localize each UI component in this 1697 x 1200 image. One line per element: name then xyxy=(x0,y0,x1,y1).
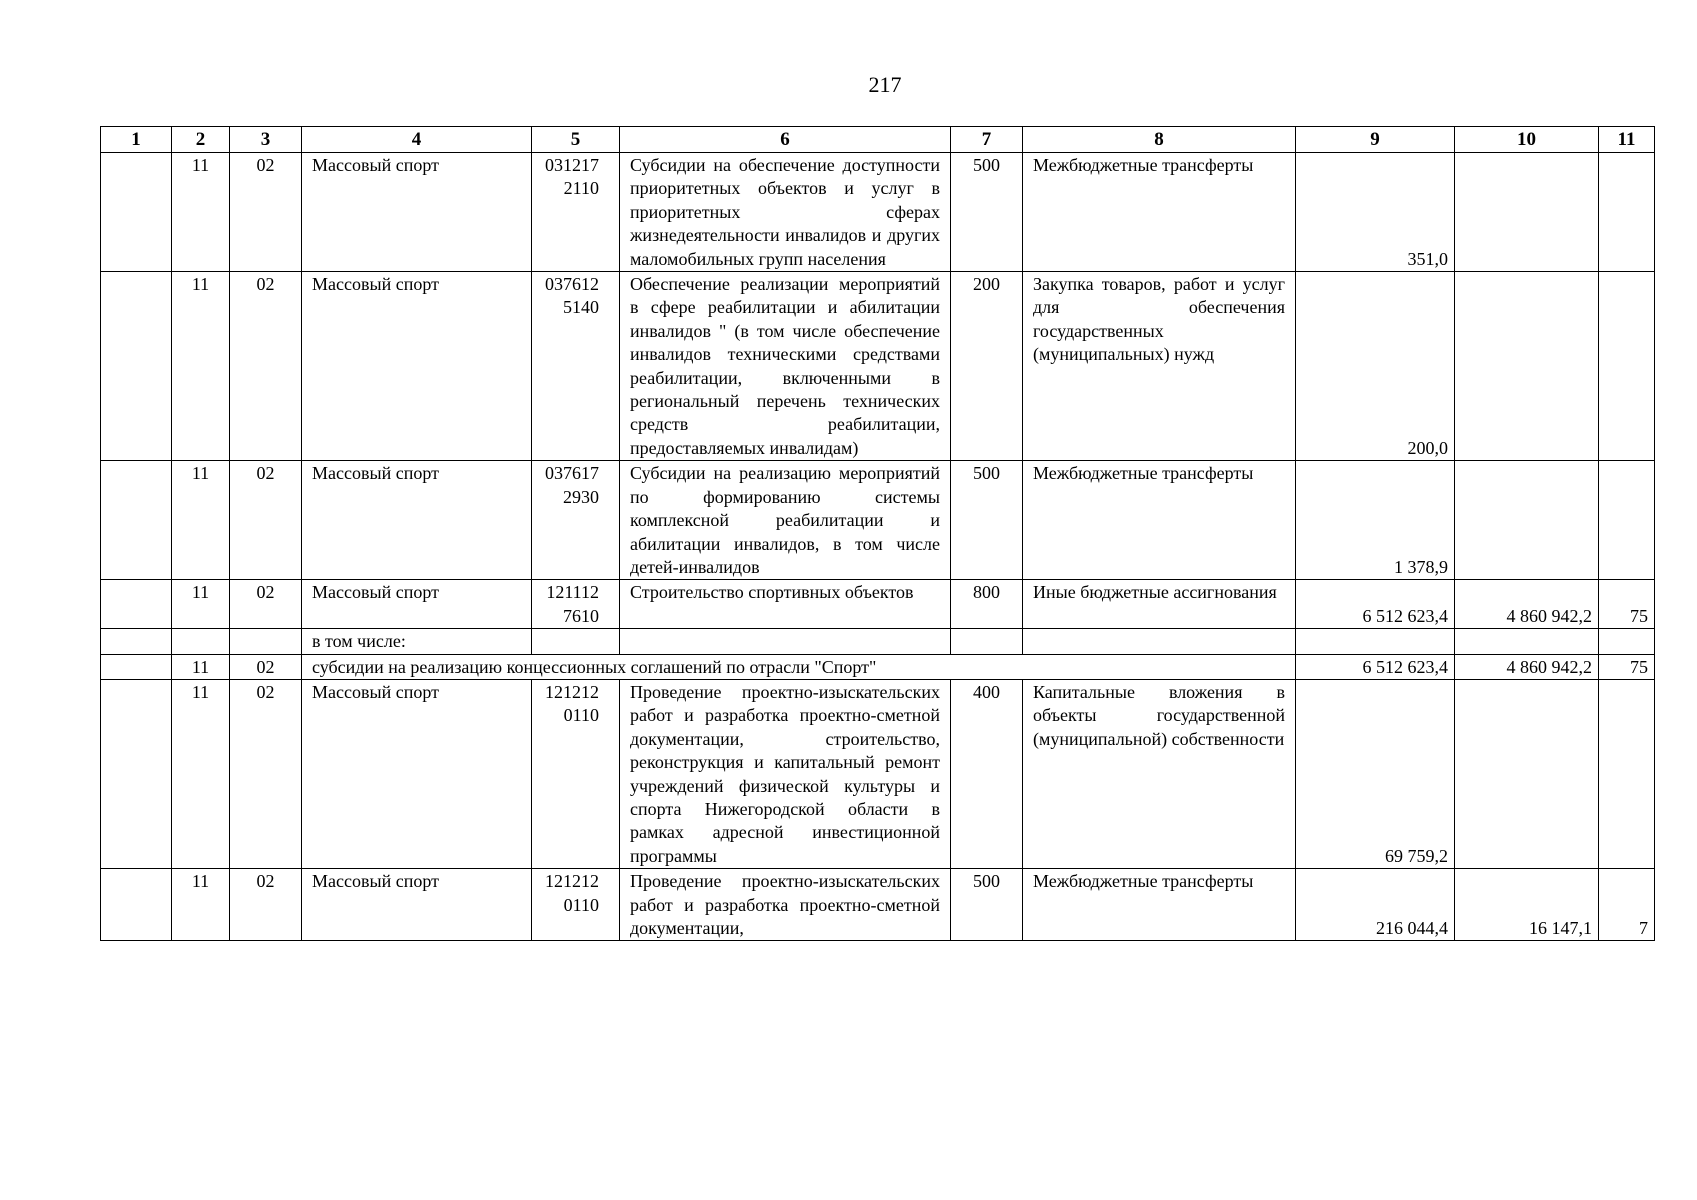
target-code-part-2: 0110 xyxy=(563,894,599,915)
cell-expense-name: Капитальные вложения в объекты государственной (муниципальной) собственности xyxy=(1023,679,1296,868)
target-code-part-2: 2930 xyxy=(563,486,599,507)
header-col-3: 3 xyxy=(230,127,302,153)
target-code-part-2: 7610 xyxy=(563,605,599,626)
cell-target-code xyxy=(532,153,620,272)
cell-amount-actual: 4 860 942,2 xyxy=(1455,654,1599,679)
target-code-part-2: 0110 xyxy=(563,705,599,726)
cell-col-1 xyxy=(101,153,172,272)
cell-section: 11 xyxy=(172,272,230,461)
cell-amount-plan: 1 378,9 xyxy=(1296,461,1455,580)
cell-percent: 7 xyxy=(1599,869,1655,941)
cell-section: 11 xyxy=(172,461,230,580)
cell-amount-plan: 6 512 623,4 xyxy=(1296,654,1455,679)
target-code-part-1: 121212 xyxy=(545,871,599,892)
cell-amount-actual: 4 860 942,2 xyxy=(1455,580,1599,629)
cell-col-1 xyxy=(101,580,172,629)
cell-percent: 75 xyxy=(1599,580,1655,629)
cell-name: Массовый спорт xyxy=(302,153,532,272)
cell-amount-plan: 6 512 623,4 xyxy=(1296,580,1455,629)
cell-expense-type: 200 xyxy=(951,272,1023,461)
header-col-1: 1 xyxy=(101,127,172,153)
budget-table xyxy=(100,126,1655,941)
cell-empty xyxy=(172,629,230,654)
cell-percent xyxy=(1599,461,1655,580)
cell-empty xyxy=(1023,629,1296,654)
page-number: 217 xyxy=(868,72,902,97)
header-row xyxy=(101,127,1655,153)
cell-name: Массовый спорт xyxy=(302,580,532,629)
cell-section: 11 xyxy=(172,679,230,868)
cell-expense-name: Закупка товаров, работ и услуг для обеспечения государственных (муниципальных) нужд xyxy=(1023,272,1296,461)
header-col-11: 11 xyxy=(1599,127,1655,153)
cell-amount-plan: 216 044,4 xyxy=(1296,869,1455,941)
target-code-part-1: 121212 xyxy=(545,681,599,702)
cell-target-code xyxy=(532,679,620,868)
cell-empty xyxy=(101,654,172,679)
cell-expense-type: 800 xyxy=(951,580,1023,629)
cell-description: Субсидии на реализацию мероприятий по формированию системы комплексной реабилитации и абилитации инвалидов, в том числе детей-инвалидов xyxy=(620,461,951,580)
cell-section: 11 xyxy=(172,654,230,679)
cell-subsection: 02 xyxy=(230,580,302,629)
cell-section: 11 xyxy=(172,153,230,272)
including-row xyxy=(101,629,1655,654)
cell-empty xyxy=(230,629,302,654)
header-col-8: 8 xyxy=(1023,127,1296,153)
target-code-part-1: 031217 xyxy=(545,155,599,175)
cell-col-1 xyxy=(101,869,172,941)
cell-expense-name: Межбюджетные трансферты xyxy=(1023,461,1296,580)
cell-empty xyxy=(1599,629,1655,654)
cell-description: Субсидии на обеспечение доступности приоритетных объектов и услуг в приоритетных сферах жизнедеятельности инвалидов и других маломобильных групп населения xyxy=(620,153,951,272)
table-row xyxy=(101,461,1655,580)
table-row xyxy=(101,272,1655,461)
cell-amount-plan: 69 759,2 xyxy=(1296,679,1455,868)
subsidy-row xyxy=(101,654,1655,679)
cell-description: Строительство спортивных объектов xyxy=(620,580,951,629)
cell-empty xyxy=(1296,629,1455,654)
subsidy-label: субсидии на реализацию концессионных соглашений по отрасли "Спорт" xyxy=(302,654,1296,679)
including-label: в том числе: xyxy=(302,629,532,654)
cell-amount-actual xyxy=(1455,272,1599,461)
table-row xyxy=(101,869,1655,941)
header-col-10: 10 xyxy=(1455,127,1599,153)
cell-expense-name: Межбюджетные трансферты xyxy=(1023,869,1296,941)
cell-expense-type: 500 xyxy=(951,461,1023,580)
header-col-2: 2 xyxy=(172,127,230,153)
cell-amount-actual xyxy=(1455,679,1599,868)
header-col-9: 9 xyxy=(1296,127,1455,153)
table-row xyxy=(101,679,1655,868)
cell-name: Массовый спорт xyxy=(302,869,532,941)
cell-col-1 xyxy=(101,679,172,868)
cell-expense-type: 500 xyxy=(951,869,1023,941)
header-col-6: 6 xyxy=(620,127,951,153)
cell-empty xyxy=(1455,629,1599,654)
cell-percent xyxy=(1599,679,1655,868)
table-row xyxy=(101,580,1655,629)
header-col-4: 4 xyxy=(302,127,532,153)
cell-empty xyxy=(532,629,620,654)
target-code-part-1: 121112 xyxy=(546,582,599,603)
cell-empty xyxy=(101,629,172,654)
cell-amount-plan: 351,0 xyxy=(1296,153,1455,272)
cell-percent xyxy=(1599,153,1655,272)
cell-section: 11 xyxy=(172,580,230,629)
cell-col-1 xyxy=(101,461,172,580)
cell-expense-name: Межбюджетные трансферты xyxy=(1023,153,1296,272)
cell-col-1 xyxy=(101,272,172,461)
cell-section: 11 xyxy=(172,869,230,941)
cell-amount-actual: 16 147,1 xyxy=(1455,869,1599,941)
header-col-7: 7 xyxy=(951,127,1023,153)
cell-subsection: 02 xyxy=(230,869,302,941)
cell-target-code xyxy=(532,580,620,629)
cell-target-code xyxy=(532,869,620,941)
cell-name: Массовый спорт xyxy=(302,679,532,868)
cell-description: Проведение проектно-изыскательских работ и разработка проектно-сметной документации, xyxy=(620,869,951,941)
target-code-part-2: 5140 xyxy=(563,297,599,318)
target-code-part-1: 037612 xyxy=(545,274,599,295)
cell-percent xyxy=(1599,272,1655,461)
header-col-5: 5 xyxy=(532,127,620,153)
cell-percent: 75 xyxy=(1599,654,1655,679)
cell-subsection: 02 xyxy=(230,153,302,272)
cell-name: Массовый спорт xyxy=(302,461,532,580)
cell-expense-type: 400 xyxy=(951,679,1023,868)
cell-subsection: 02 xyxy=(230,461,302,580)
target-code-part-2: 2110 xyxy=(563,178,599,199)
cell-expense-type: 500 xyxy=(951,153,1023,272)
cell-target-code xyxy=(532,461,620,580)
cell-empty xyxy=(620,629,951,654)
cell-subsection: 02 xyxy=(230,654,302,679)
cell-amount-actual xyxy=(1455,461,1599,580)
cell-target-code xyxy=(532,272,620,461)
cell-description: Обеспечение реализации мероприятий в сфере реабилитации и абилитации инвалидов " (в том числе обеспечение инвалидов техническими средствами реабилитации, включенными в региональный перечень технических средств реабилитации, предоставляемых инвалидам) xyxy=(620,272,951,461)
cell-expense-name: Иные бюджетные ассигнования xyxy=(1023,580,1296,629)
cell-subsection: 02 xyxy=(230,679,302,868)
cell-amount-actual xyxy=(1455,153,1599,272)
cell-empty xyxy=(951,629,1023,654)
cell-name: Массовый спорт xyxy=(302,272,532,461)
table-row xyxy=(101,153,1655,272)
target-code-part-1: 037617 xyxy=(545,463,599,484)
cell-description: Проведение проектно-изыскательских работ и разработка проектно-сметной документации, строительство, реконструкция и капитальный ремонт учреждений физической культуры и спорта Нижегородской области в рамках адресной инвестиционной программы xyxy=(620,679,951,868)
cell-subsection: 02 xyxy=(230,272,302,461)
cell-amount-plan: 200,0 xyxy=(1296,272,1455,461)
